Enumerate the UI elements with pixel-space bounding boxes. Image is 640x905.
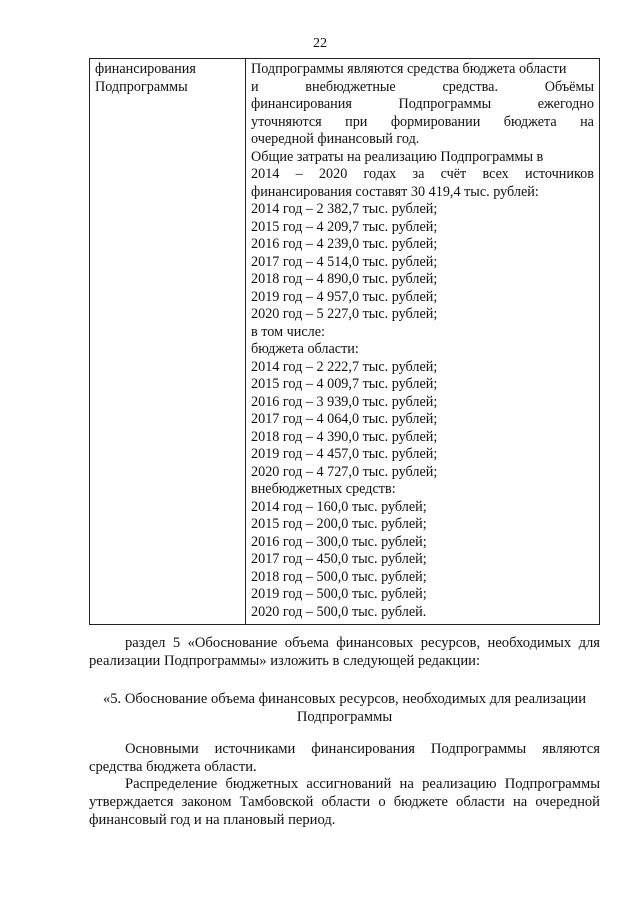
- row-value-cell: [246, 59, 600, 625]
- word: внебюджетные: [305, 78, 396, 95]
- funding-year-line: 2017 год – 4 064,0 тыс. рублей;: [251, 411, 438, 427]
- funding-year-line: 2014 год – 160,0 тыс. рублей;: [251, 498, 427, 515]
- word: ежегодно: [537, 96, 594, 112]
- funding-description-line: [251, 96, 594, 114]
- word: средства.: [442, 78, 499, 95]
- section-heading-line: «5. Обоснование объема финансовых ресурсов, необходимых для реализации: [102, 691, 587, 707]
- funding-year-line: 2020 год – 4 727,0 тыс. рублей;: [251, 463, 438, 480]
- word: и: [251, 78, 259, 95]
- row-label-line: Подпрограммы: [95, 78, 188, 95]
- word: Подпрограммы являются средства бюджета области: [251, 61, 567, 77]
- funding-description-line: [251, 149, 594, 167]
- funding-year-line: 2014 год – 2 222,7 тыс. рублей;: [251, 358, 438, 375]
- funding-description-line: [251, 61, 594, 79]
- funding-breakdown-list: [251, 201, 594, 621]
- funding-year-line: 2016 год – 4 239,0 тыс. рублей;: [251, 236, 438, 252]
- word: формировании: [390, 113, 481, 130]
- funding-year-line: 2015 год – 4 009,7 тыс. рублей;: [251, 376, 438, 392]
- funding-year-line: 2018 год – 4 390,0 тыс. рублей;: [251, 428, 438, 445]
- word: финансирования составят 30 419,4 тыс. рублей:: [251, 183, 539, 200]
- funding-description: [251, 61, 594, 201]
- word: Подпрограммы: [398, 96, 492, 112]
- funding-sources-paragraph: Основными источниками финансирования Подпрограммы являются средства бюджета области.: [89, 741, 600, 775]
- table-row: [90, 59, 600, 625]
- word: уточняются: [251, 113, 322, 130]
- funding-year-line: 2015 год – 4 209,7 тыс. рублей;: [251, 218, 438, 235]
- word: за: [412, 166, 425, 182]
- funding-year-line: 2019 год – 4 457,0 тыс. рублей;: [251, 446, 438, 462]
- funding-description-line: [251, 184, 594, 202]
- word: счёт: [440, 166, 467, 182]
- funding-year-line: 2018 год – 4 890,0 тыс. рублей;: [251, 271, 438, 287]
- row-label-line: финансирования: [95, 61, 196, 77]
- funding-year-line: в том числе:: [251, 323, 325, 340]
- word: на: [580, 113, 594, 130]
- funding-year-line: 2017 год – 4 514,0 тыс. рублей;: [251, 253, 438, 270]
- funding-year-line: бюджета области:: [251, 341, 359, 357]
- funding-year-line: 2018 год – 500,0 тыс. рублей;: [251, 568, 427, 585]
- funding-description-line: [251, 131, 594, 149]
- funding-year-line: 2019 год – 4 957,0 тыс. рублей;: [251, 288, 438, 305]
- word: годах: [363, 166, 397, 182]
- word: бюджета: [503, 113, 557, 130]
- section-heading-line: Подпрограммы: [296, 709, 393, 725]
- funding-year-line: 2020 год – 500,0 тыс. рублей.: [251, 603, 427, 620]
- funding-year-line: 2014 год – 2 382,7 тыс. рублей;: [251, 201, 438, 217]
- funding-description-line: [251, 114, 594, 132]
- word: Объёмы: [544, 78, 594, 95]
- funding-year-line: 2019 год – 500,0 тыс. рублей;: [251, 586, 427, 602]
- funding-year-line: 2015 год – 200,0 тыс. рублей;: [251, 516, 427, 532]
- funding-description-line: [251, 166, 594, 184]
- section-heading: [89, 690, 600, 726]
- funding-description-line: [251, 79, 594, 97]
- row-label-cell: [90, 59, 246, 625]
- word: 2020: [318, 166, 348, 182]
- word: при: [345, 113, 368, 130]
- word: Общие затраты на реализацию Подпрограммы в: [251, 148, 544, 165]
- word: финансирования: [251, 96, 352, 112]
- word: всех: [482, 166, 509, 182]
- funding-year-line: 2016 год – 3 939,0 тыс. рублей;: [251, 393, 438, 410]
- subprogram-passport-table: [89, 58, 600, 625]
- amendment-paragraph: раздел 5 «Обоснование объема финансовых ресурсов, необходимых для реализации Подпрограммы» изложить в следующей редакции:: [89, 635, 600, 669]
- word: источников: [525, 166, 594, 182]
- budget-allocation-paragraph: Распределение бюджетных ассигнований на реализацию Подпрограммы утверждается законом Тамбовской области о бюджете области на очередной финансовый год и на плановый период.: [89, 776, 600, 828]
- funding-year-line: внебюджетных средств:: [251, 481, 396, 497]
- word: 2014: [251, 166, 280, 182]
- word: –: [295, 166, 303, 182]
- page-number: 22: [313, 36, 327, 51]
- word: очередной финансовый год.: [251, 131, 420, 147]
- funding-year-line: 2016 год – 300,0 тыс. рублей;: [251, 533, 427, 550]
- funding-year-line: 2020 год – 5 227,0 тыс. рублей;: [251, 306, 438, 322]
- funding-year-line: 2017 год – 450,0 тыс. рублей;: [251, 551, 427, 567]
